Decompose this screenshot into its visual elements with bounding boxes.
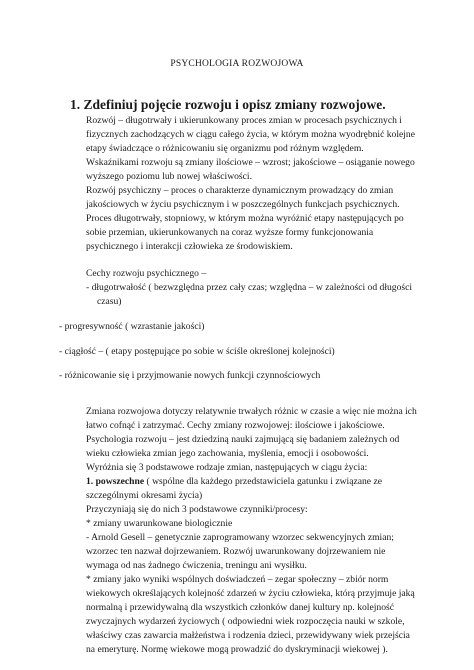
text-line: Rozwój psychiczny – proces o charakterze dynamicznym prowadzący do zmian [86,185,394,196]
text-line: zwyczajnych wydarzeń życiowych ( odpowiedni wiek rozpoczęcia nauki w szkole, [86,616,405,627]
text-line: wzorzec ten nazwał dojrzewaniem. Rozwój uwarunkowany dojrzewaniem nie [86,546,386,557]
text-line: czasu) [97,296,122,307]
text-line [86,476,382,488]
text-line: Przyczyniają się do nich 3 podstawowe czynniki/procesy: [86,504,308,515]
list-item: - ciągłość – ( etapy postępujące po sobie w ściśle określonej kolejności) [59,346,335,357]
text-line: Proces długotrwały, stopniowy, w którym można wyróżnić etapy następujących po [86,213,404,224]
bold-label: 1. powszechne [86,476,145,487]
text-line: - Arnold Gesell – genetycznie zaprogramowany wzorzec sekwencyjnych zmian; [86,532,394,543]
text-fragment: ( wspólne dla każdego przedstawiciela gatunku i związane ze [144,476,382,487]
text-line: Zmiana rozwojowa dotyczy relatywnie trwałych różnic w czasie a więc nie można ich [86,406,417,417]
text-line: Psychologia rozwoju – jest dziedziną nauki zajmującą się badaniem zależnych od [86,434,400,445]
text-line: * zmiany uwarunkowane biologicznie [86,518,233,529]
text-line: wymaga od nas żadnego ćwiczenia, treningu ani wysiłku. [86,560,307,571]
text-line: Rozwój – długotrwały i ukierunkowany proces zmian w procesach psychicznych i [86,115,402,126]
document-title: PSYCHOLOGIA ROZWOJOWA [170,59,304,69]
text-line: normalną i przewidywalną dla wszystkich członków danej kultury np. kolejność [86,602,394,613]
text-line: Wskaźnikami rozwoju są zmiany ilościowe – wzrost; jakościowe – osiąganie nowego [86,157,415,168]
text-line: wiekowych określających kolejność zdarzeń w życiu człowieka, którą przyjmuje jaką [86,588,415,599]
list-item: - progresywność ( wzrastanie jakości) [59,321,205,332]
text-line: Wyróżnia się 3 podstawowe rodzaje zmian, następujących w ciągu życia: [86,462,368,473]
list-item: - różnicowanie się i przyjmowanie nowych funkcji czynnościowych [59,370,321,381]
text-line: fizycznych zachodzących w ciągu całego życia, w którym można wyodrębnić kolejne [86,129,415,140]
text-line: psychicznego i interakcji człowieka ze środowiskiem. [86,241,293,252]
text-line: wyższego poziomu lub nowej właściwości. [86,171,252,182]
text-line: wieku człowieka zmian jego zachowania, myślenia, emocji i osobowości. [86,448,369,459]
text-line: sobie przemian, ukierunkowanych na coraz wyższe formy funkcjonowania [86,227,374,238]
text-line: jakościowych w życiu psychicznym i w poszczególnych funkcjach psychicznych. [86,199,400,210]
text-line: - długotrwałość ( bezwzględna przez cały czas; względna – w zależności od długości [86,282,413,293]
question-heading: 1. Zdefiniuj pojęcie rozwoju i opisz zmiany rozwojowe. [70,97,386,112]
text-line: szczególnymi okresami życia) [86,490,203,501]
text-line: na emeryturę. Normę wiekowe mogą prowadzić do dyskryminacji wiekowej ). [86,644,388,655]
text-line: łatwo cofnąć i zatrzymać. Cechy zmiany rozwojowej: ilościowe i jakościowe. [86,420,385,431]
text-line: * zmiany jako wyniki wspólnych doświadczeń – zegar społeczny – zbiór norm [86,574,389,585]
text-line: Cechy rozwoju psychicznego – [86,268,207,279]
text-line: etapy świadczące o różnicowaniu się organizmu pod różnym względem. [86,143,364,154]
text-line: właściwy czas zawarcia małżeństwa i rodzenia dzieci, przewidywany wiek przejścia [86,630,410,641]
